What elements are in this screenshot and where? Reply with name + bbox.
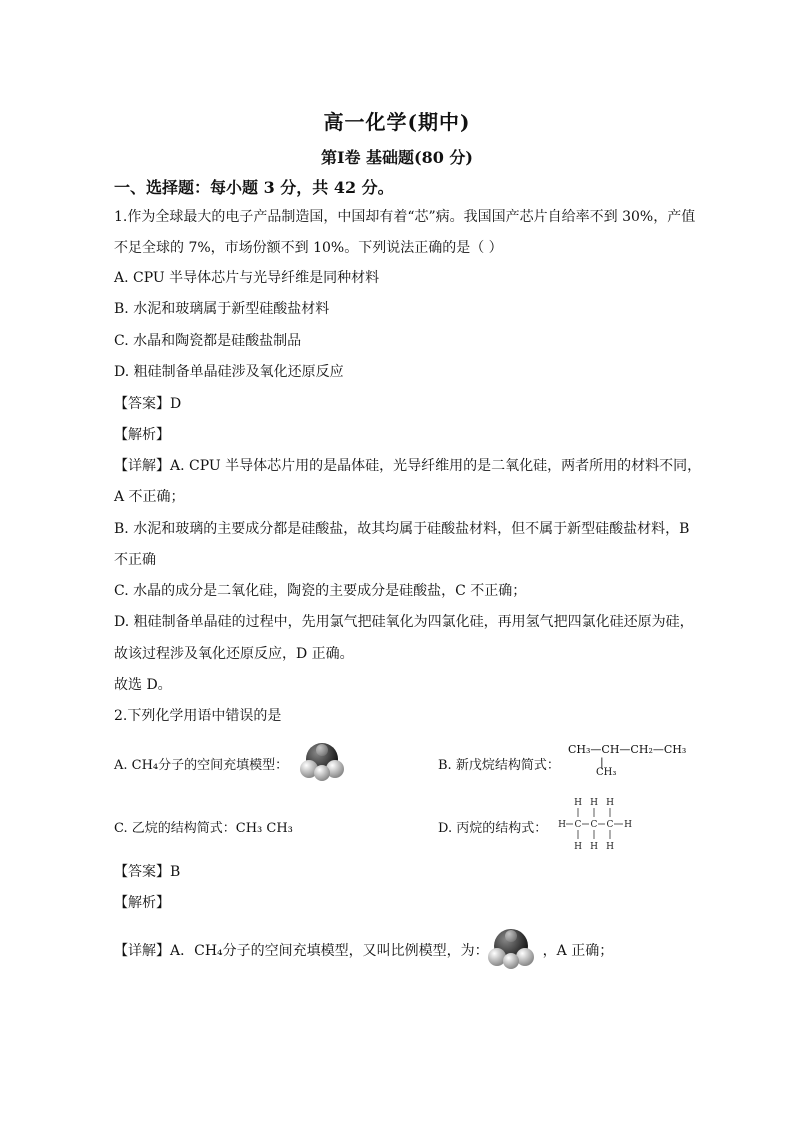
- propane-atom: H: [558, 820, 566, 830]
- q1-detail-line: C. 水晶的成分是二氧化硅，陶瓷的主要成分是硅酸盐，C 不正确；: [114, 583, 527, 599]
- q2-detail-post: ，A 正确；: [542, 943, 614, 959]
- q1-option-b: B. 水泥和玻璃属于新型硅酸盐材料: [114, 301, 330, 317]
- q1-detail-line: B. 水泥和玻璃的主要成分都是硅酸盐，故其均属于硅酸盐材料，但不属于新型硅酸盐材料，B: [114, 521, 690, 537]
- propane-atom: H: [590, 842, 598, 852]
- q2-option-d: D. 丙烷的结构式：: [438, 821, 548, 836]
- q2-detail-line: [114, 941, 613, 961]
- q1-detail-line: 故选 D。: [114, 677, 172, 693]
- q1-option-c: C. 水晶和陶瓷都是硅酸盐制品: [114, 333, 302, 349]
- q1-detail-line: 【详解】A. CPU 半导体芯片用的是晶体硅，光导纤维用的是二氧化硅，两者所用的材料不同，: [114, 458, 702, 474]
- propane-atom: C: [574, 820, 582, 830]
- q2-analysis-label: 【解析】: [114, 895, 170, 911]
- q1-analysis-label: 【解析】: [114, 427, 170, 443]
- q1-detail-line: D. 粗硅制备单晶硅的过程中，先用氯气把硅氧化为四氯化硅，再用氢气把四氯化硅还原为硅，: [114, 614, 694, 630]
- q1-detail-line: 不正确: [114, 552, 156, 568]
- q1-stem-line2: 不足全球的 7%，市场份额不到 10%。下列说法正确的是（ ）: [114, 240, 503, 256]
- propane-atom: C: [590, 820, 598, 830]
- propane-structural-formula: [556, 796, 640, 852]
- propane-atom: H: [624, 820, 632, 830]
- q2-option-a: A. CH₄分子的空间充填模型：: [114, 758, 289, 773]
- q2-answer: 【答案】B: [114, 864, 181, 880]
- q2-option-c: C. 乙烷的结构简式：CH₃ CH₃: [114, 821, 293, 836]
- propane-atom: H: [574, 842, 582, 852]
- q2-detail-pre: 【详解】A．CH₄分子的空间充填模型，又叫比例模型，为：: [114, 943, 489, 959]
- q2-stem: 2.下列化学用语中错误的是: [114, 708, 282, 724]
- section-heading: 一、选择题：每小题 3 分，共 42 分。: [114, 178, 394, 197]
- q1-option-a: A. CPU 半导体芯片与光导纤维是同种材料: [114, 270, 380, 286]
- q1-stem-line1: 1.作为全球最大的电子产品制造国，中国却有着“芯”病。我国国产芯片自给率不到 30%，产值: [114, 209, 696, 225]
- neopentane-main-chain: CH₃—CH—CH₂—CH₃: [568, 743, 687, 756]
- neopentane-branch: CH₃: [596, 767, 617, 778]
- propane-atom: H: [574, 798, 582, 808]
- propane-atom: H: [590, 798, 598, 808]
- page-subtitle: 第Ⅰ卷 基础题(80 分): [320, 148, 474, 167]
- methane-space-filling-model-icon: [298, 740, 346, 782]
- branch-bond: |: [600, 756, 604, 769]
- page-title: 高一化学(期中): [323, 110, 471, 134]
- q1-detail-line: 故该过程涉及氧化还原反应，D 正确。: [114, 646, 354, 662]
- propane-atom: C: [606, 820, 614, 830]
- q1-option-d: D. 粗硅制备单晶硅涉及氧化还原反应: [114, 364, 344, 380]
- q1-detail-line: A 不正确；: [114, 489, 185, 505]
- propane-atom: H: [606, 798, 614, 808]
- q2-option-b: B. 新戊烷结构简式：: [438, 758, 560, 773]
- methane-space-filling-model-icon: [486, 926, 536, 970]
- q1-answer: 【答案】D: [114, 396, 182, 412]
- propane-atom: H: [606, 842, 614, 852]
